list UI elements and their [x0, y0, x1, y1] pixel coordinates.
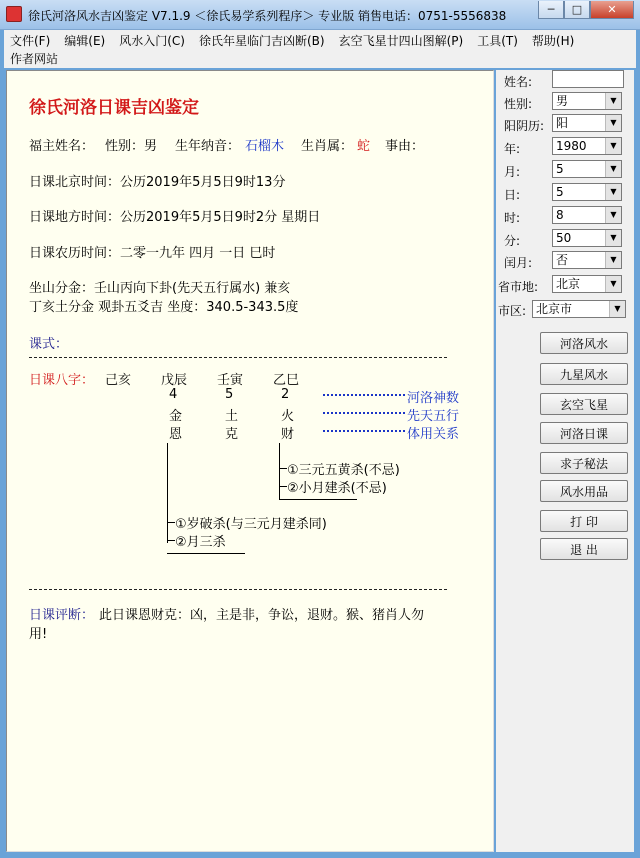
exit-button[interactable]: 退 出 — [540, 538, 628, 560]
tree-trunk-left — [167, 443, 168, 543]
month-value: 5 — [556, 162, 564, 176]
hour-label: 时: — [504, 211, 521, 225]
owner-gender: 性别：男 — [105, 139, 158, 154]
input-panel — [496, 70, 634, 852]
menu-edit[interactable]: 编辑(E) — [64, 33, 106, 48]
chevron-down-icon[interactable]: ▼ — [605, 184, 621, 200]
menu-file[interactable]: 文件(F) — [10, 33, 51, 48]
chevron-down-icon[interactable]: ▼ — [605, 115, 621, 131]
app-icon — [6, 6, 22, 22]
xuankong-flying-star-button[interactable]: 玄空飞星 — [540, 393, 628, 415]
leader-dots-2 — [323, 412, 405, 414]
nayin-value: 石榴木 — [245, 139, 285, 154]
minute-select[interactable] — [552, 229, 622, 247]
province-select[interactable] — [552, 275, 622, 293]
tree-branch-4 — [167, 540, 175, 541]
branch-note-1: ①三元五黄杀(不忌) — [287, 463, 400, 478]
mountain-line-2: 丁亥土分金 观卦五爻吉 坐度：340.5-343.5度 — [29, 300, 299, 315]
name-label: 姓名: — [504, 75, 533, 89]
course-label: 课式： — [29, 337, 69, 352]
chevron-down-icon[interactable]: ▼ — [605, 207, 621, 223]
owner-label: 福主姓名： — [29, 139, 95, 154]
heluo-date-button[interactable]: 河洛日课 — [540, 422, 628, 444]
month-label: 月: — [504, 165, 521, 179]
heluo-fengshui-button[interactable]: 河洛风水 — [540, 332, 628, 354]
tree-end-right — [279, 499, 357, 500]
eval-label: 日课评断： — [29, 608, 95, 623]
name-input[interactable] — [552, 70, 624, 88]
pillar-day: 壬寅 — [217, 373, 244, 388]
gender-label: 性别: — [504, 97, 533, 111]
menu-author-site[interactable]: 作者网站 — [10, 51, 59, 66]
title-bar — [0, 0, 640, 30]
day-label: 日: — [504, 188, 521, 202]
zodiac-value: 蛇 — [357, 139, 371, 154]
menu-help[interactable]: 帮助(H) — [531, 33, 575, 48]
window-title: 徐氏河洛风水吉凶鉴定 V7.1.9 ＜徐氏易学系列程序＞ 专业版 销售电话：0751-5556838 — [28, 9, 507, 23]
year-label: 年: — [504, 142, 521, 156]
minimize-button[interactable]: ─ — [538, 1, 564, 19]
calendar-label: 阳阴历: — [504, 119, 545, 133]
print-button[interactable]: 打 印 — [540, 510, 628, 532]
branch-note-2: ②小月建杀(不忌) — [287, 481, 387, 496]
province-value: 北京 — [556, 277, 581, 291]
number-day: 5 — [225, 387, 234, 402]
leap-select[interactable] — [552, 251, 622, 269]
tree-branch-3 — [167, 522, 175, 523]
child-secret-button[interactable]: 求子秘法 — [540, 452, 628, 474]
result-text-area[interactable] — [6, 70, 494, 852]
tree-end-left — [167, 553, 245, 554]
branch-note-3: ①岁破杀(与三元月建杀同) — [175, 517, 327, 532]
legend-heluo-number: 河洛神数 — [407, 391, 460, 406]
menu-row-2 — [4, 49, 636, 67]
city-label: 市区: — [498, 304, 527, 318]
minute-value: 50 — [556, 231, 572, 245]
chevron-down-icon[interactable]: ▼ — [605, 230, 621, 246]
chevron-down-icon[interactable]: ▼ — [605, 252, 621, 268]
number-month: 4 — [169, 387, 178, 402]
eval-line-1: 此日课恩财克：凶，主是非，争讼，退财。猴、猪肖人勿 — [99, 608, 425, 623]
close-button[interactable]: ✕ — [590, 1, 634, 19]
nayin-label: 生年纳音： — [175, 139, 241, 154]
menu-bar — [4, 30, 636, 68]
pillar-month: 戊辰 — [161, 373, 188, 388]
zodiac-label: 生肖属： — [301, 139, 354, 154]
number-hour: 2 — [281, 387, 290, 402]
day-select[interactable] — [552, 183, 622, 201]
gender-select[interactable] — [552, 92, 622, 110]
gender-value: 男 — [556, 94, 569, 108]
matter-label: 事由： — [385, 139, 425, 154]
city-select[interactable] — [532, 300, 626, 318]
chevron-down-icon[interactable]: ▼ — [605, 161, 621, 177]
relation-day: 克 — [225, 427, 239, 442]
element-hour: 火 — [281, 409, 295, 424]
chevron-down-icon[interactable]: ▼ — [609, 301, 625, 317]
year-select[interactable] — [552, 137, 622, 155]
city-value: 北京市 — [536, 302, 573, 316]
divider-bottom — [29, 589, 447, 590]
pillar-hour: 乙巳 — [273, 373, 300, 388]
mountain-line-1: 坐山分金：壬山丙向下卦(先天五行属水) 兼亥 — [29, 281, 291, 296]
eval-line-2: 用! — [29, 627, 48, 642]
year-value: 1980 — [556, 139, 587, 153]
chevron-down-icon[interactable]: ▼ — [605, 138, 621, 154]
local-time: 日课地方时间：公历2019年5月5日9时2分 星期日 — [29, 210, 321, 225]
leap-label: 闰月: — [504, 256, 533, 270]
chevron-down-icon[interactable]: ▼ — [605, 276, 621, 292]
relation-month: 恩 — [169, 427, 183, 442]
menu-tools[interactable]: 工具(T) — [477, 33, 518, 48]
bazi-label: 日课八字： — [29, 373, 95, 388]
tree-branch-1 — [279, 468, 287, 469]
divider-top — [29, 357, 447, 358]
pillar-year: 己亥 — [105, 373, 132, 388]
beijing-time: 日课北京时间：公历2019年5月5日9时13分 — [29, 175, 286, 190]
leap-value: 否 — [556, 253, 569, 267]
maximize-button[interactable]: □ — [564, 1, 590, 19]
element-month: 金 — [169, 409, 183, 424]
element-day: 土 — [225, 409, 239, 424]
menu-fengshui-intro[interactable]: 风水入门(C) — [119, 33, 185, 48]
legend-innate-element: 先天五行 — [407, 409, 460, 424]
legend-relation: 体用关系 — [407, 427, 460, 442]
tree-branch-2 — [279, 486, 287, 487]
hour-value: 8 — [556, 208, 564, 222]
chevron-down-icon[interactable]: ▼ — [605, 93, 621, 109]
result-heading: 徐氏河洛日课吉凶鉴定 — [29, 98, 199, 118]
calendar-value: 阳 — [556, 116, 569, 130]
leader-dots-3 — [323, 430, 405, 432]
relation-hour: 财 — [281, 427, 295, 442]
month-select[interactable] — [552, 160, 622, 178]
tree-trunk-right — [279, 443, 280, 499]
province-label: 省市地: — [498, 280, 539, 294]
menu-row-1 — [4, 31, 636, 49]
leader-dots-1 — [323, 394, 405, 396]
calendar-select[interactable] — [552, 114, 622, 132]
fengshui-goods-button[interactable]: 风水用品 — [540, 480, 628, 502]
minute-label: 分: — [504, 234, 521, 248]
day-value: 5 — [556, 185, 564, 199]
hour-select[interactable] — [552, 206, 622, 224]
menu-xuankong[interactable]: 玄空飞星廿四山图解(P) — [338, 33, 464, 48]
menu-year-star[interactable]: 徐氏年星临门吉凶断(B) — [198, 33, 325, 48]
nine-star-fengshui-button[interactable]: 九星风水 — [540, 363, 628, 385]
branch-note-4: ②月三杀 — [175, 535, 226, 550]
lunar-time: 日课农历时间：二零一九年 四月 一日 巳时 — [29, 246, 276, 261]
window-controls — [538, 1, 634, 19]
